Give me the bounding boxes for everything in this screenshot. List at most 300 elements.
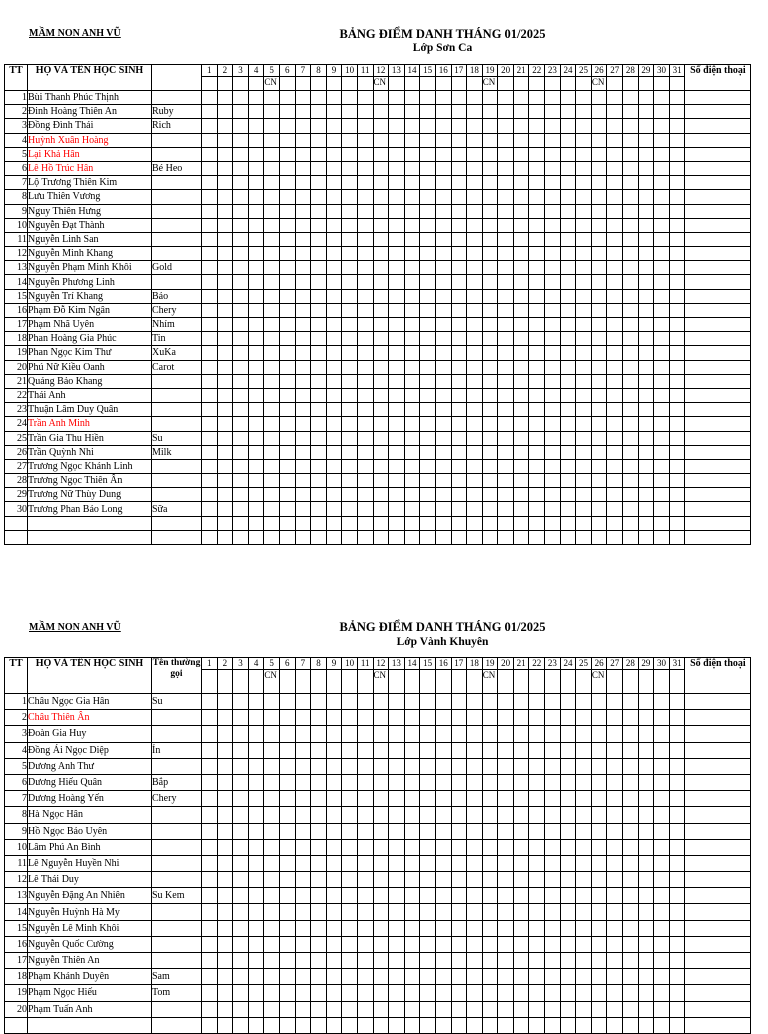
attendance-cell-day-10	[342, 936, 358, 952]
row-number: 18	[5, 332, 28, 346]
day-number: 28	[623, 65, 638, 77]
attendance-cell-day-9	[326, 445, 342, 459]
attendance-cell-day-30	[654, 459, 670, 473]
row-number: 18	[5, 969, 28, 985]
attendance-cell-day-11	[357, 904, 373, 920]
attendance-cell-day-18	[467, 936, 483, 952]
attendance-cell-day-14	[404, 791, 420, 807]
attendance-cell-day-27	[607, 488, 623, 502]
attendance-cell-day-24	[560, 445, 576, 459]
attendance-cell-day-29	[638, 839, 654, 855]
attendance-cell-day-19	[482, 694, 498, 710]
attendance-cell-day-15	[420, 855, 436, 871]
attendance-cell-day-22	[529, 474, 545, 488]
attendance-cell-day-19	[482, 791, 498, 807]
attendance-cell-day-24	[560, 204, 576, 218]
attendance-cell-day-3	[233, 1001, 249, 1017]
attendance-cell-day-11	[357, 855, 373, 871]
attendance-cell-day-12	[373, 190, 389, 204]
attendance-cell-day-23	[545, 474, 561, 488]
attendance-cell-day-3	[233, 105, 249, 119]
attendance-cell-day-5	[264, 953, 280, 969]
attendance-cell-day-16	[435, 1001, 451, 1017]
header-day-3	[233, 65, 249, 91]
school-name: MẦM NON ANH VŨ	[29, 622, 121, 633]
attendance-cell-day-14	[404, 190, 420, 204]
attendance-cell-day-12	[373, 332, 389, 346]
attendance-cell-day-30	[654, 936, 670, 952]
attendance-cell-day-23	[545, 261, 561, 275]
attendance-cell-day-16	[435, 119, 451, 133]
attendance-cell-day-19	[482, 855, 498, 871]
attendance-cell-day-6	[279, 204, 295, 218]
attendance-cell-day-25	[576, 91, 592, 105]
sunday-marker	[670, 670, 685, 681]
attendance-cell-day-6	[279, 726, 295, 742]
attendance-cell-day-22	[529, 855, 545, 871]
sunday-marker: CN	[591, 77, 605, 87]
sunday-marker	[545, 670, 560, 681]
attendance-cell-day-29	[638, 774, 654, 790]
attendance-cell-day-19	[482, 431, 498, 445]
attendance-cell-day-14	[404, 289, 420, 303]
attendance-cell-day-21	[513, 791, 529, 807]
attendance-cell-day-11	[357, 360, 373, 374]
student-nickname	[152, 872, 202, 888]
attendance-cell-day-3	[233, 91, 249, 105]
student-name: Lê Nguyễn Huyền Nhi	[28, 855, 152, 871]
attendance-cell-day-16	[435, 247, 451, 261]
attendance-cell-day-10	[342, 474, 358, 488]
attendance-cell-day-9	[326, 91, 342, 105]
attendance-cell-day-8	[311, 105, 327, 119]
attendance-cell-day-1	[202, 758, 218, 774]
attendance-cell-day-24	[560, 710, 576, 726]
attendance-cell-day-3	[233, 445, 249, 459]
attendance-cell-day-8	[311, 969, 327, 985]
row-number: 12	[5, 872, 28, 888]
attendance-cell-day-31	[669, 502, 685, 516]
phone-cell	[685, 969, 751, 985]
student-nickname	[152, 190, 202, 204]
attendance-cell-day-5	[264, 232, 280, 246]
attendance-cell-day-30	[654, 726, 670, 742]
attendance-cell-day-21	[513, 474, 529, 488]
attendance-cell-day-28	[623, 502, 639, 516]
attendance-cell-day-11	[357, 204, 373, 218]
attendance-cell-day-9	[326, 516, 342, 530]
attendance-cell-day-7	[295, 969, 311, 985]
attendance-cell-day-12	[373, 133, 389, 147]
attendance-cell-day-4	[248, 388, 264, 402]
attendance-cell-day-4	[248, 289, 264, 303]
row-number: 20	[5, 1001, 28, 1017]
phone-cell	[685, 904, 751, 920]
attendance-cell-day-18	[467, 91, 483, 105]
student-name: Nguyễn Quốc Cường	[28, 936, 152, 952]
attendance-cell-day-11	[357, 318, 373, 332]
student-nickname	[152, 176, 202, 190]
sunday-marker	[623, 670, 638, 681]
attendance-cell-day-3	[233, 726, 249, 742]
sunday-marker	[218, 77, 233, 88]
phone-cell	[685, 431, 751, 445]
phone-cell	[685, 791, 751, 807]
attendance-cell-day-21	[513, 218, 529, 232]
attendance-cell-day-14	[404, 261, 420, 275]
student-nickname	[152, 275, 202, 289]
attendance-cell-day-23	[545, 133, 561, 147]
attendance-cell-day-13	[389, 388, 405, 402]
table-row	[5, 1017, 751, 1033]
attendance-cell-day-14	[404, 374, 420, 388]
attendance-cell-day-25	[576, 791, 592, 807]
attendance-cell-day-25	[576, 232, 592, 246]
day-number: 2	[218, 65, 233, 77]
attendance-cell-day-4	[248, 791, 264, 807]
attendance-cell-day-13	[389, 807, 405, 823]
attendance-cell-day-28	[623, 303, 639, 317]
attendance-cell-day-21	[513, 417, 529, 431]
phone-cell	[685, 985, 751, 1001]
attendance-cell-day-25	[576, 904, 592, 920]
attendance-cell-day-12	[373, 403, 389, 417]
attendance-cell-day-4	[248, 346, 264, 360]
attendance-cell-day-28	[623, 431, 639, 445]
day-number: 26	[592, 658, 607, 670]
attendance-cell-day-10	[342, 346, 358, 360]
attendance-cell-day-22	[529, 431, 545, 445]
attendance-cell-day-5	[264, 1001, 280, 1017]
attendance-cell-day-10	[342, 1001, 358, 1017]
attendance-cell-day-16	[435, 530, 451, 544]
attendance-cell-day-11	[357, 91, 373, 105]
attendance-cell-day-27	[607, 953, 623, 969]
attendance-cell-day-21	[513, 204, 529, 218]
attendance-cell-day-18	[467, 232, 483, 246]
attendance-cell-day-31	[669, 91, 685, 105]
attendance-cell-day-29	[638, 502, 654, 516]
attendance-cell-day-30	[654, 247, 670, 261]
attendance-cell-day-24	[560, 855, 576, 871]
attendance-cell-day-7	[295, 488, 311, 502]
attendance-cell-day-15	[420, 232, 436, 246]
attendance-cell-day-30	[654, 953, 670, 969]
day-number: 11	[358, 65, 373, 77]
attendance-cell-day-25	[576, 774, 592, 790]
attendance-cell-day-22	[529, 742, 545, 758]
attendance-cell-day-1	[202, 502, 218, 516]
phone-cell	[685, 332, 751, 346]
attendance-cell-day-10	[342, 807, 358, 823]
attendance-cell-day-23	[545, 119, 561, 133]
attendance-cell-day-23	[545, 147, 561, 161]
attendance-cell-day-11	[357, 774, 373, 790]
student-name: Đoàn Gia Huy	[28, 726, 152, 742]
attendance-cell-day-8	[311, 888, 327, 904]
table-row	[5, 247, 751, 261]
attendance-cell-day-9	[326, 133, 342, 147]
attendance-cell-day-2	[217, 936, 233, 952]
attendance-cell-day-27	[607, 133, 623, 147]
attendance-cell-day-25	[576, 807, 592, 823]
attendance-cell-day-24	[560, 105, 576, 119]
sunday-marker	[654, 77, 669, 88]
attendance-cell-day-14	[404, 872, 420, 888]
row-number: 1	[5, 694, 28, 710]
attendance-cell-day-9	[326, 969, 342, 985]
attendance-cell-day-29	[638, 694, 654, 710]
attendance-cell-day-8	[311, 459, 327, 473]
attendance-cell-day-3	[233, 247, 249, 261]
table-row	[5, 261, 751, 275]
attendance-cell-day-1	[202, 742, 218, 758]
attendance-cell-day-19	[482, 774, 498, 790]
student-nickname: Ỉn	[152, 742, 202, 758]
sunday-marker	[436, 77, 451, 88]
attendance-cell-day-11	[357, 953, 373, 969]
header-day-3	[233, 658, 249, 694]
header-day-4	[248, 65, 264, 91]
attendance-cell-day-18	[467, 147, 483, 161]
attendance-cell-day-24	[560, 247, 576, 261]
attendance-cell-day-15	[420, 374, 436, 388]
attendance-cell-day-30	[654, 176, 670, 190]
attendance-cell-day-6	[279, 839, 295, 855]
attendance-cell-day-6	[279, 232, 295, 246]
attendance-cell-day-30	[654, 872, 670, 888]
attendance-cell-day-14	[404, 275, 420, 289]
attendance-cell-day-19	[482, 417, 498, 431]
attendance-cell-day-23	[545, 303, 561, 317]
attendance-cell-day-28	[623, 823, 639, 839]
attendance-cell-day-13	[389, 360, 405, 374]
attendance-cell-day-12	[373, 232, 389, 246]
attendance-cell-day-30	[654, 855, 670, 871]
attendance-cell-day-17	[451, 289, 467, 303]
attendance-cell-day-12	[373, 119, 389, 133]
attendance-cell-day-4	[248, 161, 264, 175]
sunday-marker	[327, 670, 342, 681]
attendance-cell-day-2	[217, 91, 233, 105]
attendance-cell-day-6	[279, 474, 295, 488]
attendance-cell-day-9	[326, 105, 342, 119]
header-day-9	[326, 658, 342, 694]
attendance-cell-day-18	[467, 403, 483, 417]
attendance-cell-day-12	[373, 791, 389, 807]
attendance-cell-day-20	[498, 710, 514, 726]
attendance-cell-day-16	[435, 445, 451, 459]
attendance-cell-day-26	[591, 742, 607, 758]
attendance-cell-day-7	[295, 502, 311, 516]
attendance-cell-day-8	[311, 855, 327, 871]
attendance-cell-day-5	[264, 105, 280, 119]
attendance-cell-day-9	[326, 758, 342, 774]
attendance-cell-day-29	[638, 953, 654, 969]
attendance-cell-day-2	[217, 855, 233, 871]
table-row	[5, 289, 751, 303]
attendance-cell-day-30	[654, 742, 670, 758]
attendance-cell-day-19	[482, 374, 498, 388]
day-number: 30	[654, 65, 669, 77]
attendance-cell-day-28	[623, 332, 639, 346]
attendance-cell-day-29	[638, 791, 654, 807]
attendance-cell-day-31	[669, 403, 685, 417]
attendance-cell-day-28	[623, 417, 639, 431]
attendance-cell-day-4	[248, 374, 264, 388]
attendance-cell-day-14	[404, 839, 420, 855]
attendance-cell-day-4	[248, 417, 264, 431]
attendance-cell-day-30	[654, 303, 670, 317]
attendance-cell-day-16	[435, 346, 451, 360]
attendance-cell-day-8	[311, 431, 327, 445]
attendance-cell-day-20	[498, 969, 514, 985]
attendance-cell-day-8	[311, 791, 327, 807]
header-day-11	[357, 65, 373, 91]
attendance-cell-day-11	[357, 710, 373, 726]
attendance-cell-day-27	[607, 726, 623, 742]
attendance-cell-day-19	[482, 232, 498, 246]
attendance-cell-day-7	[295, 388, 311, 402]
attendance-cell-day-2	[217, 710, 233, 726]
attendance-cell-day-26	[591, 303, 607, 317]
attendance-cell-day-4	[248, 232, 264, 246]
attendance-cell-day-6	[279, 346, 295, 360]
student-nickname: Bắp	[152, 774, 202, 790]
attendance-cell-day-12	[373, 218, 389, 232]
attendance-cell-day-26	[591, 953, 607, 969]
attendance-cell-day-17	[451, 318, 467, 332]
student-nickname	[152, 247, 202, 261]
day-number: 22	[529, 658, 544, 670]
attendance-cell-day-16	[435, 176, 451, 190]
attendance-cell-day-2	[217, 807, 233, 823]
sunday-marker	[358, 77, 373, 88]
sunday-marker	[249, 77, 264, 88]
attendance-cell-day-21	[513, 232, 529, 246]
attendance-cell-day-31	[669, 176, 685, 190]
attendance-cell-day-10	[342, 694, 358, 710]
attendance-cell-day-2	[217, 417, 233, 431]
attendance-cell-day-13	[389, 190, 405, 204]
attendance-cell-day-23	[545, 855, 561, 871]
attendance-cell-day-23	[545, 105, 561, 119]
attendance-cell-day-7	[295, 190, 311, 204]
attendance-cell-day-31	[669, 388, 685, 402]
attendance-cell-day-23	[545, 488, 561, 502]
attendance-cell-day-18	[467, 218, 483, 232]
attendance-cell-day-3	[233, 839, 249, 855]
attendance-cell-day-15	[420, 710, 436, 726]
attendance-cell-day-24	[560, 530, 576, 544]
attendance-cell-day-24	[560, 318, 576, 332]
attendance-cell-day-4	[248, 147, 264, 161]
attendance-cell-day-11	[357, 530, 373, 544]
attendance-cell-day-8	[311, 710, 327, 726]
attendance-cell-day-1	[202, 417, 218, 431]
attendance-cell-day-15	[420, 388, 436, 402]
student-name: Nguyễn Đạt Thành	[28, 218, 152, 232]
attendance-cell-day-1	[202, 710, 218, 726]
attendance-cell-day-10	[342, 133, 358, 147]
attendance-cell-day-31	[669, 289, 685, 303]
table-row	[5, 445, 751, 459]
attendance-cell-day-19	[482, 119, 498, 133]
attendance-cell-day-18	[467, 855, 483, 871]
attendance-cell-day-15	[420, 247, 436, 261]
header-tt: TT	[5, 658, 28, 694]
attendance-cell-day-23	[545, 232, 561, 246]
header-day-23	[545, 658, 561, 694]
attendance-cell-day-8	[311, 332, 327, 346]
attendance-cell-day-20	[498, 758, 514, 774]
attendance-cell-day-24	[560, 360, 576, 374]
table-row	[5, 742, 751, 758]
header-day-10	[342, 65, 358, 91]
attendance-cell-day-18	[467, 530, 483, 544]
attendance-cell-day-6	[279, 694, 295, 710]
attendance-cell-day-9	[326, 303, 342, 317]
attendance-cell-day-25	[576, 403, 592, 417]
attendance-cell-day-12	[373, 261, 389, 275]
attendance-cell-day-14	[404, 1017, 420, 1033]
attendance-cell-day-30	[654, 888, 670, 904]
phone-cell	[685, 920, 751, 936]
attendance-cell-day-3	[233, 459, 249, 473]
attendance-cell-day-30	[654, 346, 670, 360]
sunday-marker	[670, 77, 685, 88]
attendance-cell-day-18	[467, 190, 483, 204]
table-row	[5, 218, 751, 232]
attendance-cell-day-14	[404, 161, 420, 175]
attendance-cell-day-3	[233, 758, 249, 774]
attendance-cell-day-16	[435, 133, 451, 147]
attendance-cell-day-3	[233, 261, 249, 275]
attendance-cell-day-15	[420, 742, 436, 758]
attendance-cell-day-8	[311, 232, 327, 246]
attendance-cell-day-30	[654, 360, 670, 374]
attendance-cell-day-19	[482, 530, 498, 544]
student-nickname: Carot	[152, 360, 202, 374]
attendance-cell-day-2	[217, 888, 233, 904]
attendance-cell-day-2	[217, 232, 233, 246]
attendance-cell-day-9	[326, 318, 342, 332]
attendance-cell-day-16	[435, 261, 451, 275]
student-name: Phan Ngọc Kim Thư	[28, 346, 152, 360]
attendance-cell-day-31	[669, 1001, 685, 1017]
attendance-cell-day-2	[217, 289, 233, 303]
attendance-cell-day-5	[264, 445, 280, 459]
attendance-cell-day-4	[248, 91, 264, 105]
attendance-cell-day-8	[311, 807, 327, 823]
attendance-cell-day-22	[529, 839, 545, 855]
attendance-cell-day-23	[545, 204, 561, 218]
attendance-cell-day-31	[669, 872, 685, 888]
attendance-cell-day-14	[404, 530, 420, 544]
attendance-cell-day-10	[342, 920, 358, 936]
attendance-cell-day-20	[498, 953, 514, 969]
attendance-cell-day-22	[529, 388, 545, 402]
attendance-cell-day-15	[420, 176, 436, 190]
attendance-cell-day-29	[638, 1001, 654, 1017]
attendance-cell-day-31	[669, 774, 685, 790]
attendance-cell-day-29	[638, 91, 654, 105]
attendance-cell-day-12	[373, 105, 389, 119]
attendance-cell-day-24	[560, 904, 576, 920]
attendance-cell-day-20	[498, 346, 514, 360]
attendance-cell-day-19	[482, 516, 498, 530]
attendance-cell-day-1	[202, 204, 218, 218]
